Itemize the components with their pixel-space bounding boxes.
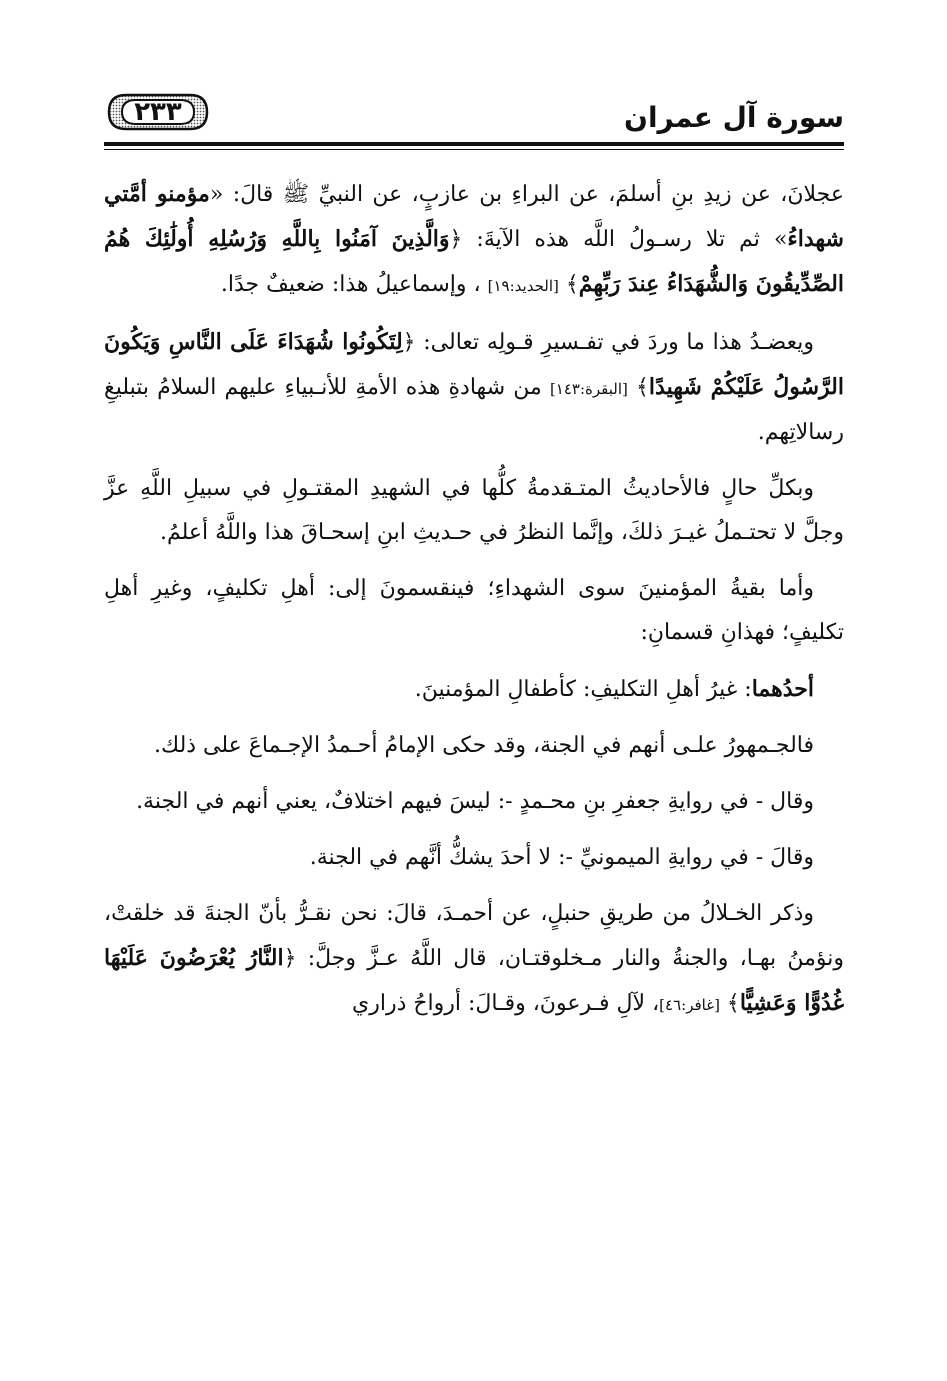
- emphasized-text: النَّارُ يُعْرَضُونَ عَلَيْهَا غُدُوًّا وَعَشِيًّا: [104, 945, 844, 1016]
- paragraph: [104, 467, 844, 555]
- emphasized-text: وَالَّذِينَ آمَنُوا بِاللَّهِ وَرُسُلِهِ أُولَٰئِكَ هُمُ الصِّدِّيقُونَ وَالشُّهَدَاءُ عِندَ رَبِّهِمْ: [104, 226, 844, 297]
- body-text: ، لآلِ فـرعونَ، وقـالَ: أرواحُ ذراري: [351, 991, 660, 1016]
- page-header: [104, 90, 844, 142]
- verse-reference: [الحديد:١٩]: [487, 277, 559, 295]
- paragraph: [104, 667, 844, 712]
- paragraph: [104, 724, 844, 768]
- paragraph: [104, 892, 844, 1027]
- surah-title: سورة آل عمران: [624, 101, 844, 134]
- header-rule-thick: [104, 142, 844, 146]
- page-number-badge: [106, 92, 210, 132]
- page-body: [104, 172, 844, 1027]
- body-text: وقالَ - في روايةِ الميمونيِّ -: لا أحدَ يشكُّ أنَّهم في الجنة.: [309, 845, 814, 870]
- paragraph: [104, 320, 844, 455]
- body-text: : غيرُ أهلِ التكليفِ: كأطفالِ المؤمنينَ.: [414, 677, 752, 702]
- body-text: وأما بقيةُ المؤمنينَ سوى الشهداءِ؛ فينقسمونَ إلى: أهلِ تكليفٍ، وغيرِ أهلِ تكليفٍ؛ فهذانِ قسمانِ:: [104, 576, 844, 645]
- body-text: ، وإسماعيلُ هذا: ضعيفٌ جدًا.: [220, 272, 488, 297]
- body-text: ﴾: [719, 991, 740, 1016]
- paragraph: [104, 172, 844, 308]
- emphasized-text: أحدُهما: [751, 676, 814, 702]
- verse-reference: [غافر:٤٦]: [659, 996, 720, 1014]
- paragraph: [104, 567, 844, 655]
- emphasized-text: لِتَكُونُوا شُهَدَاءَ عَلَى النَّاسِ وَيَكُونَ الرَّسُولُ عَلَيْكُمْ شَهِيدًا: [104, 329, 844, 400]
- body-text: ﴾: [558, 272, 579, 297]
- body-text: ويعضـدُ هذا ما وردَ في تفـسيرِ قـولِه تعالى: ﴿: [402, 330, 814, 355]
- emphasized-text: مؤمنو أمَّتي شهداءُ: [104, 181, 844, 252]
- body-text: فالجـمهورُ علـى أنهم في الجنة، وقد حكى الإمامُ أحـمدُ الإجـماعَ على ذلك.: [154, 733, 814, 758]
- body-text: ﴾: [627, 375, 649, 400]
- paragraph: [104, 780, 844, 824]
- body-text: من شهادةِ هذه الأمةِ للأنـبياءِ عليهم السلامُ بتبليغِ رسالاتِهم.: [104, 375, 844, 445]
- book-page: [104, 90, 844, 1365]
- body-text: عجلانَ، عن زيدِ بنِ أسلمَ، عن البراءِ بن عازبٍ، عن النبيِّ ﷺ قالَ: «: [209, 182, 845, 207]
- page-number: ٢٣٣: [134, 97, 182, 127]
- paragraph: [104, 836, 844, 880]
- body-text: وبكلِّ حالٍ فالأحاديثُ المتـقدمةُ كلُّها في الشهيدِ المقتـولِ في سبيلِ اللَّهِ عزَّ وجلَّ لا تحتـملُ غيـرَ ذلكَ، وإنَّما النظرُ في حـديثِ ابنِ إسحـاقَ هذا واللَّهُ أعلمُ.: [104, 476, 844, 545]
- body-text: » ثم تلا رسـولُ اللَّه هذه الآيةَ: ﴿: [449, 227, 788, 252]
- body-text: وذكر الخـلالُ من طريقِ حنبلٍ، عن أحمـدَ، قالَ: نحن نقـرُّ بأنّ الجنةَ قد خلقتْ، ونؤمنُ بهـا، والجنةُ والنار مـخلوقتـان، قال اللَّهُ عـزَّ وجلَّ: ﴿: [104, 901, 844, 971]
- header-rule-thin: [104, 149, 844, 150]
- body-text: وقال - في روايةِ جعفرِ بنِ محـمدٍ -: ليسَ فيهم اختلافٌ، يعني أنهم في الجنة.: [136, 789, 814, 814]
- verse-reference: [البقرة:١٤٣]: [549, 380, 628, 398]
